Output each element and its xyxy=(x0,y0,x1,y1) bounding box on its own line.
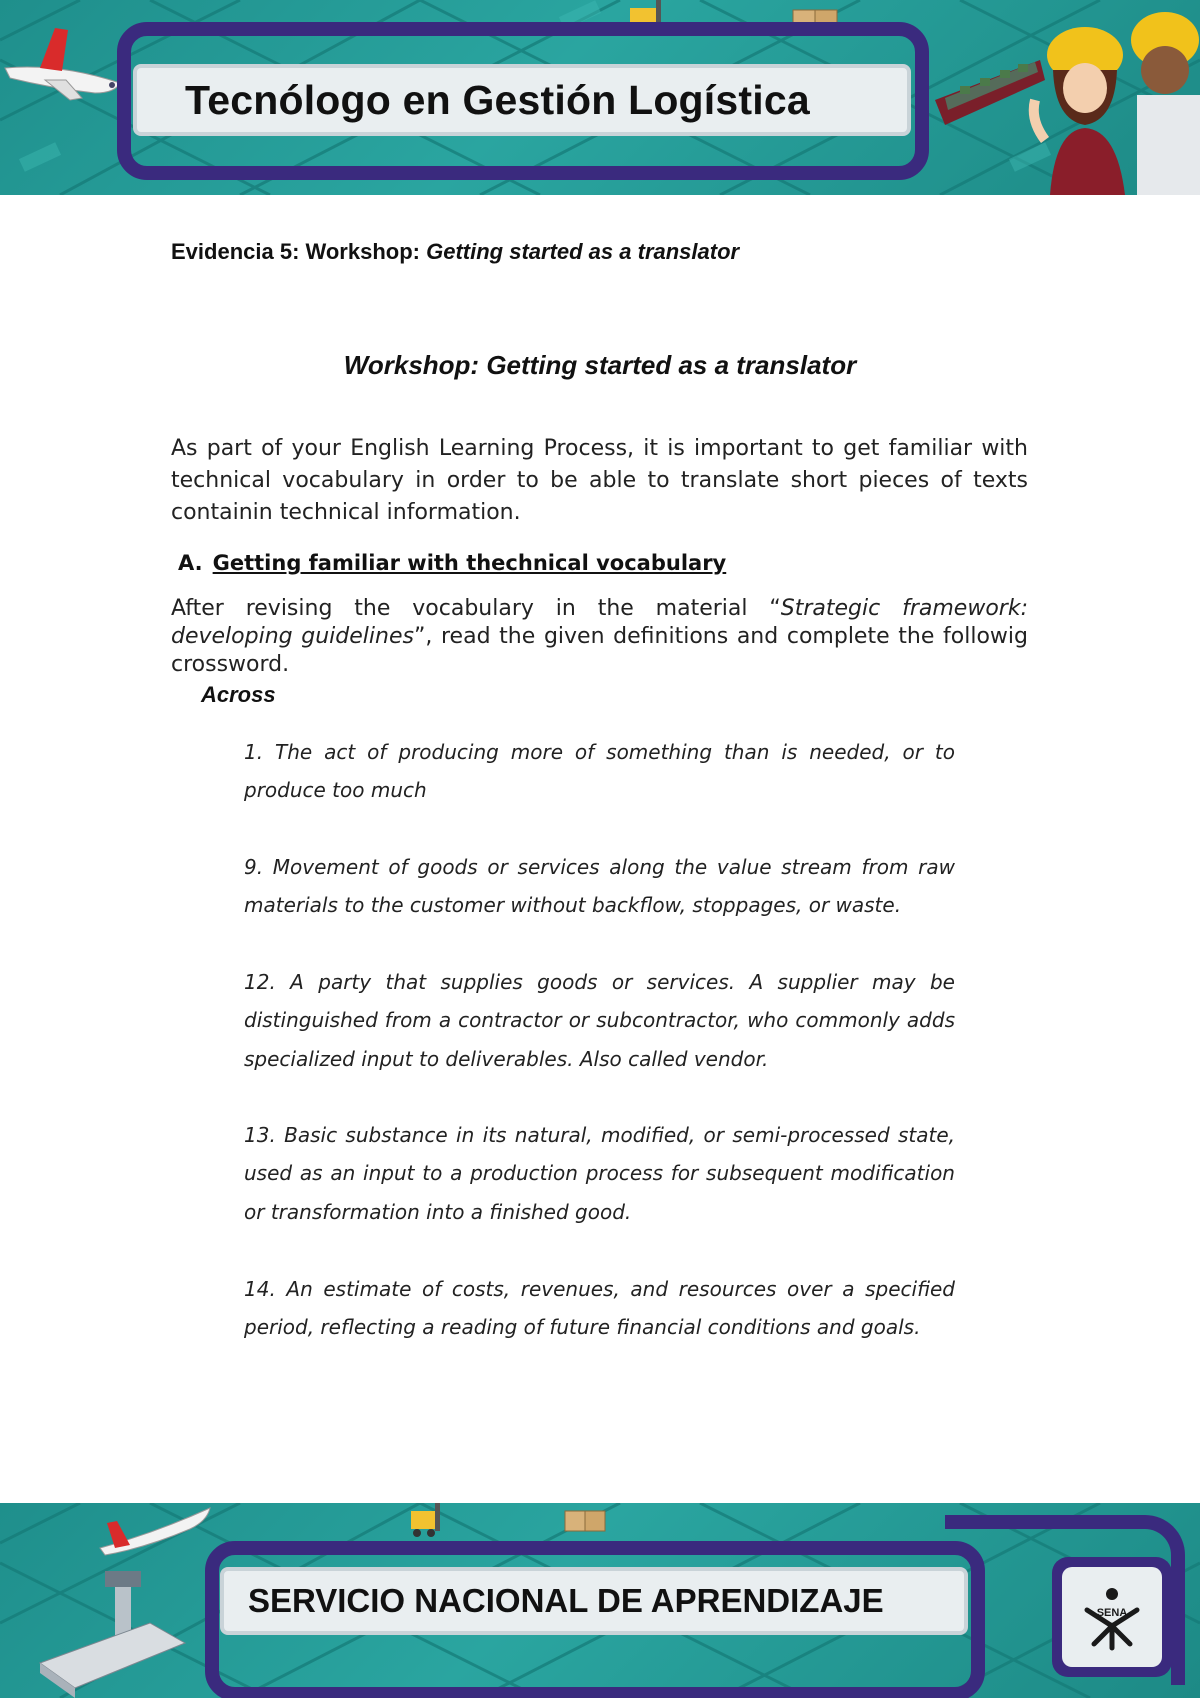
forklift-icon xyxy=(405,1503,455,1543)
evidence-title-italic: Getting started as a translator xyxy=(426,239,740,264)
workers-illustration xyxy=(1025,0,1200,195)
instructions-before: After revising the vocabulary in the material “ xyxy=(171,596,781,621)
clue-item: 12. A party that supplies goods or services. A supplier may be distinguished from a contractor or subcontractor, who commonly adds specialized input to deliverables. Also called vendor. xyxy=(244,970,955,1071)
crates-icon xyxy=(560,1503,610,1543)
program-title: Tecnólogo en Gestión Logística xyxy=(185,76,810,123)
workshop-title: Workshop: Getting started as a translator xyxy=(343,350,857,380)
instructions-after: ”, read the given definitions and complete the followig crossword. xyxy=(171,624,1028,677)
sena-logo-text: SENA xyxy=(1096,1607,1128,1619)
instructions-paragraph xyxy=(171,595,1028,679)
sena-logo xyxy=(1052,1557,1172,1677)
section-a-heading xyxy=(178,551,726,575)
header-title-box xyxy=(133,64,911,136)
sena-logo-icon xyxy=(1072,1582,1152,1652)
institution-name: SERVICIO NACIONAL DE APRENDIZAJE xyxy=(248,1582,884,1619)
clue-item: 9. Movement of goods or services along the value stream from raw materials to the customer without backflow, stoppages, or waste. xyxy=(244,855,955,918)
material-title: Strategic framework: developing guidelines xyxy=(171,596,1028,649)
clue-item: 13. Basic substance in its natural, modified, or semi-processed state, used as an input to a production process for subsequent modification or transformation into a finished good. xyxy=(244,1123,955,1224)
control-tower-icon xyxy=(30,1543,190,1698)
section-a-marker: A. xyxy=(178,551,203,575)
footer-banner xyxy=(0,1503,1200,1698)
evidence-prefix: Evidencia 5: Workshop: xyxy=(171,239,427,264)
header-banner xyxy=(0,0,1200,195)
section-a-label: Getting familiar with thechnical vocabulary xyxy=(212,551,727,575)
footer-title-box xyxy=(220,1567,968,1635)
clue-item: 14. An estimate of costs, revenues, and resources over a specified period, reflecting a reading of future financial conditions and goals. xyxy=(244,1277,955,1340)
evidence-heading xyxy=(171,239,739,265)
airplane-icon xyxy=(0,8,125,103)
intro-paragraph: As part of your English Learning Process, it is important to get familiar with technical vocabulary in order to be able to translate short pieces of texts containin technical information. xyxy=(171,436,1028,525)
clue-item: 1. The act of producing more of something than is needed, or to produce too much xyxy=(244,740,955,803)
across-heading: Across xyxy=(201,682,276,707)
